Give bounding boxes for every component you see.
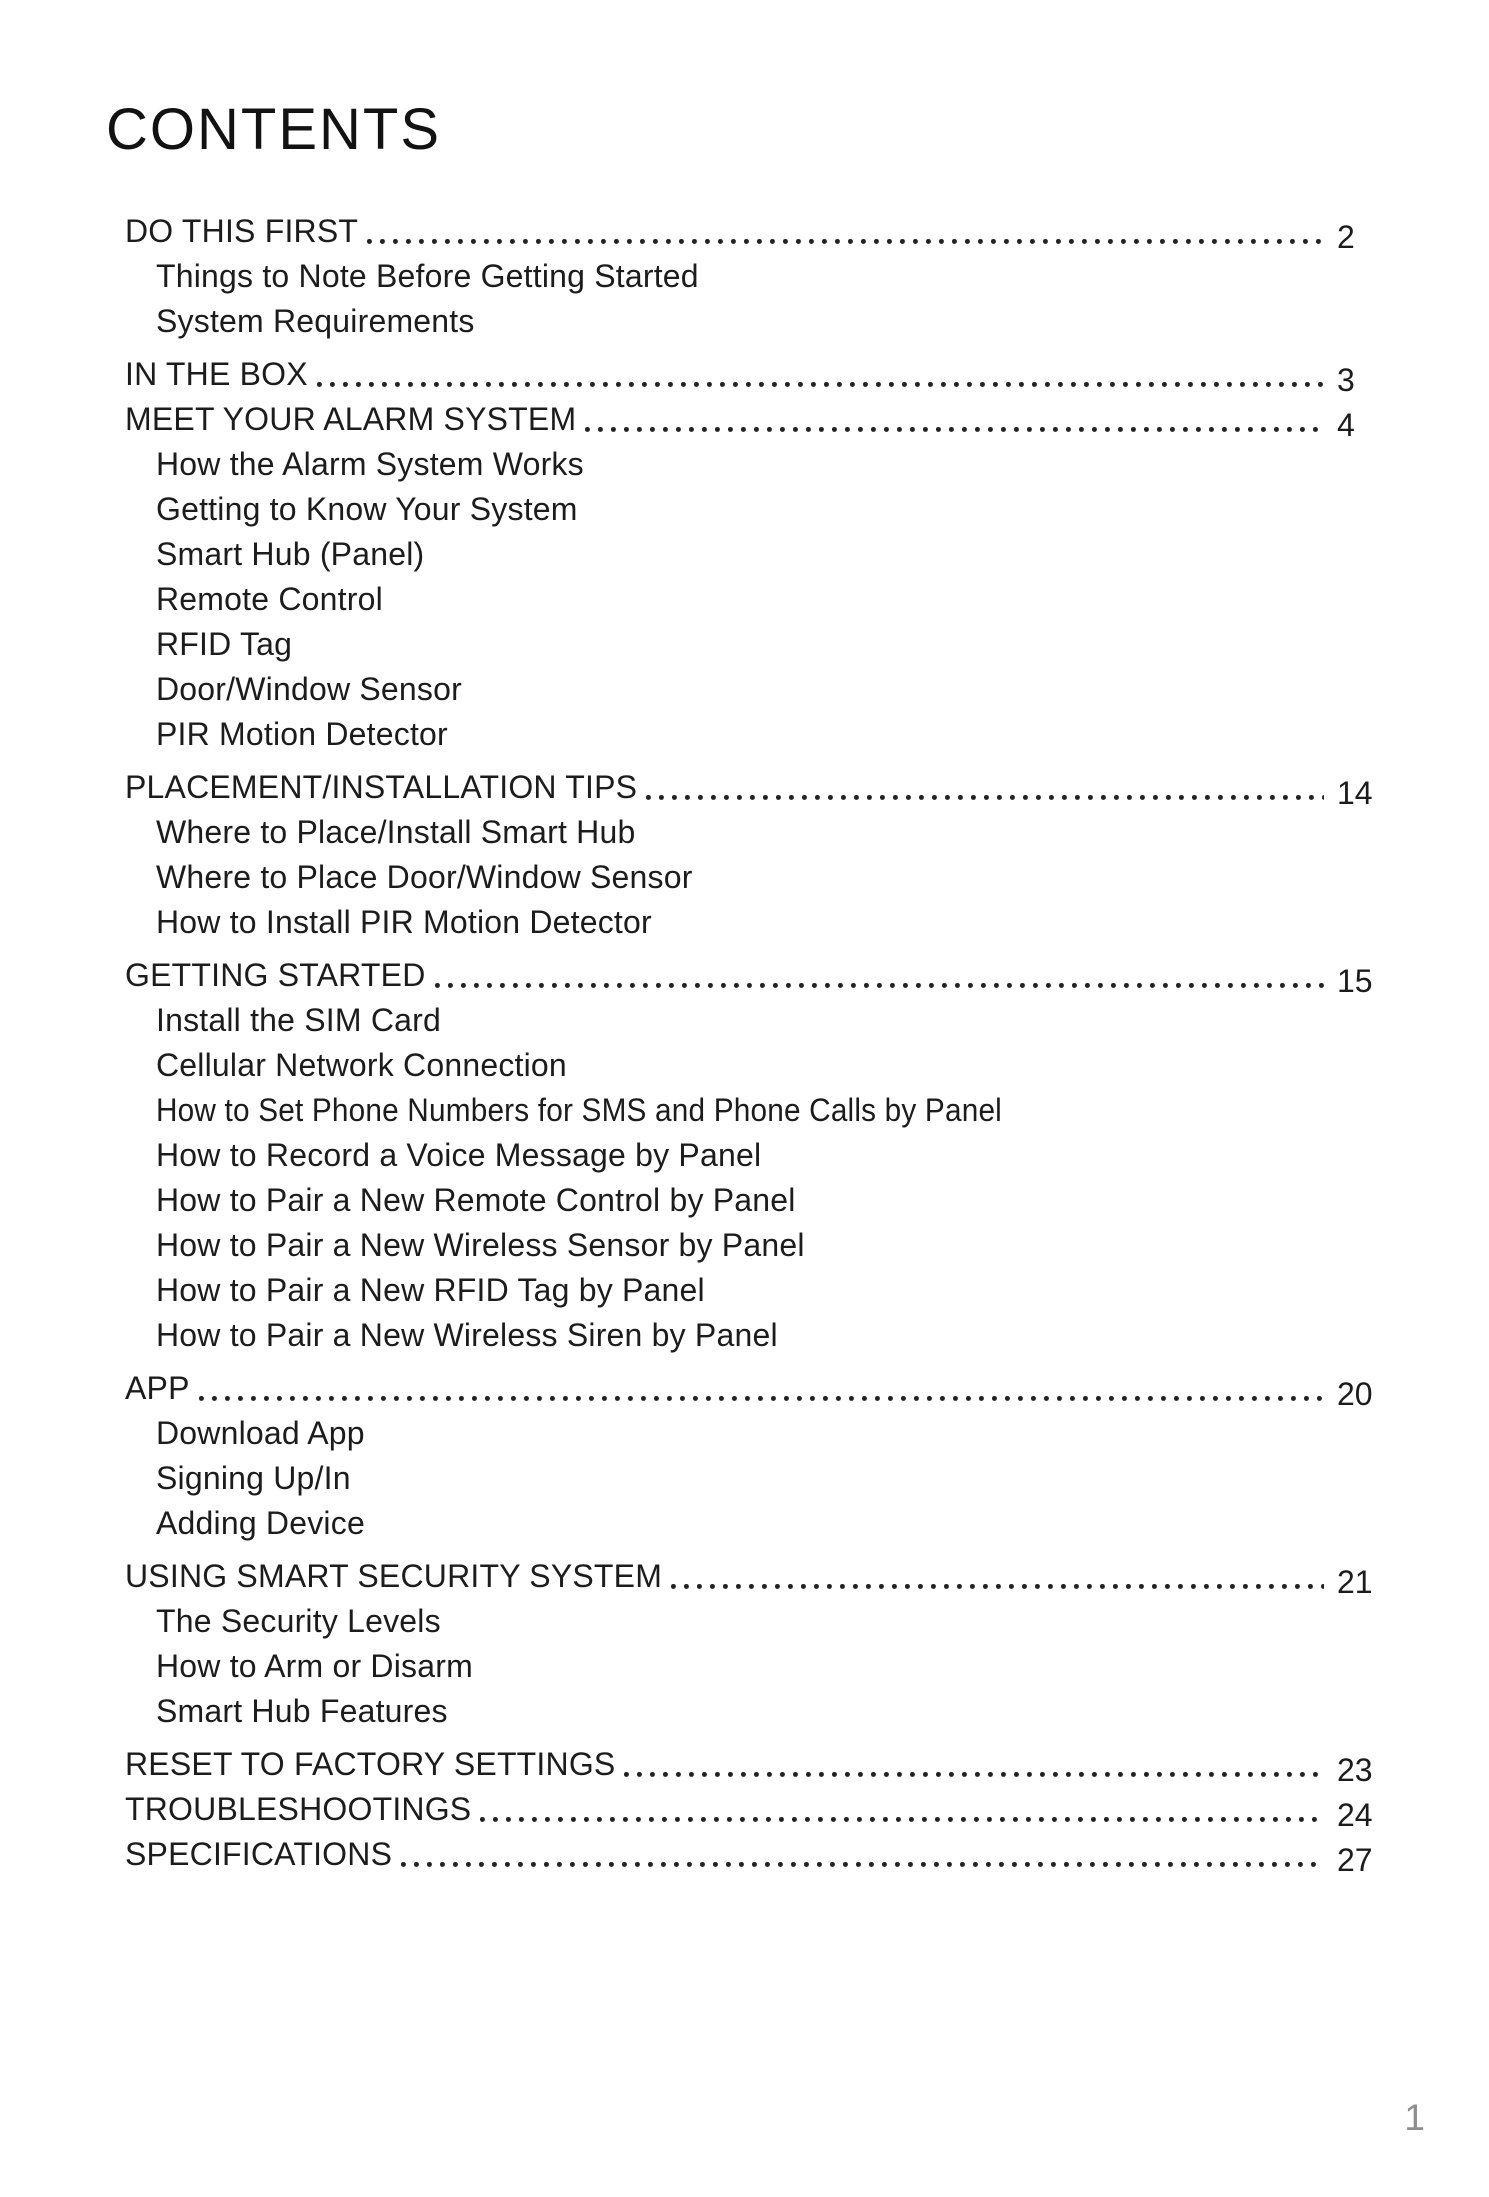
footer-page-number: 1	[1404, 2097, 1425, 2138]
toc-entry-label: How to Pair a New RFID Tag by Panel	[156, 1272, 705, 1308]
toc-entry-label: USING SMART SECURITY SYSTEM	[125, 1558, 663, 1594]
toc-page-number: 15	[1337, 963, 1373, 999]
toc-entry-label: How to Install PIR Motion Detector	[156, 904, 652, 940]
toc-entry-label: SPECIFICATIONS	[125, 1836, 393, 1872]
toc-section-row	[125, 1832, 1383, 1877]
toc-leader-dots	[432, 953, 1333, 998]
toc-leader-dots	[477, 1787, 1332, 1832]
toc-subitem-row	[125, 998, 1383, 1043]
toc-leader-dots	[621, 1742, 1332, 1787]
toc-section-row	[125, 1366, 1383, 1411]
toc-subitem-row	[125, 622, 1383, 667]
toc-page-number: 4	[1337, 407, 1355, 443]
toc-section-row	[125, 765, 1383, 810]
toc-subitem-row	[125, 667, 1383, 712]
toc-entry-label: PLACEMENT/INSTALLATION TIPS	[125, 769, 638, 805]
toc-page-number: 21	[1337, 1564, 1373, 1600]
toc-page-number: 14	[1337, 775, 1373, 811]
toc-entry-label: How to Arm or Disarm	[156, 1648, 473, 1684]
toc-page-number: 24	[1337, 1797, 1373, 1833]
toc-subitem-row	[125, 1268, 1383, 1313]
toc-leader-dots	[398, 1832, 1332, 1877]
toc-entry-label: Where to Place/Install Smart Hub	[156, 814, 636, 850]
toc-entry-label: How to Set Phone Numbers for SMS and Phone Calls by Panel	[156, 1092, 1002, 1128]
toc-subitem-row	[125, 299, 1383, 344]
toc-subitem-row	[125, 855, 1383, 900]
toc-entry-label: Download App	[156, 1415, 365, 1451]
toc-entry-label: How to Pair a New Wireless Siren by Panel	[156, 1317, 778, 1353]
toc-entry-label: RESET TO FACTORY SETTINGS	[125, 1746, 616, 1782]
page-title: CONTENTS	[106, 97, 441, 162]
toc-section-row	[125, 209, 1383, 254]
toc-entry-label: System Requirements	[156, 303, 475, 339]
toc-leader-dots	[196, 1366, 1332, 1411]
toc-entry-label: Cellular Network Connection	[156, 1047, 567, 1083]
toc-entry-label: How to Pair a New Wireless Sensor by Panel	[156, 1227, 805, 1263]
toc-subitem-row	[125, 1411, 1383, 1456]
toc-entry-label: Smart Hub (Panel)	[156, 536, 425, 572]
toc-entry-label: DO THIS FIRST	[125, 213, 359, 249]
toc-page-number: 3	[1337, 362, 1355, 398]
toc-subitem-row	[125, 1644, 1383, 1689]
toc-leader-dots	[314, 352, 1332, 397]
toc-subitem-row	[125, 1043, 1383, 1088]
toc-section-row	[125, 1787, 1383, 1832]
toc-subitem-row	[125, 900, 1383, 945]
toc-leader-dots	[582, 397, 1332, 442]
toc-entry-label: RFID Tag	[156, 626, 293, 662]
toc-entry-label: Door/Window Sensor	[156, 671, 462, 707]
toc-subitem-row	[125, 1088, 1383, 1133]
toc-entry-label: Signing Up/In	[156, 1460, 351, 1496]
toc-subitem-row	[125, 577, 1383, 622]
toc-entry-label: GETTING STARTED	[125, 957, 426, 993]
toc-leader-dots	[364, 209, 1332, 254]
toc-subitem-row	[125, 712, 1383, 757]
toc-entry-label: APP	[125, 1370, 190, 1406]
toc-subitem-row	[125, 532, 1383, 577]
toc-page-number: 20	[1337, 1376, 1373, 1412]
toc-subitem-row	[125, 254, 1383, 299]
toc-entry-label: The Security Levels	[156, 1603, 441, 1639]
toc-entry-label: How to Record a Voice Message by Panel	[156, 1137, 762, 1173]
toc-subitem-row	[125, 1223, 1383, 1268]
toc-section-row	[125, 1554, 1383, 1599]
table-of-contents	[125, 209, 1383, 1877]
toc-entry-label: Where to Place Door/Window Sensor	[156, 859, 693, 895]
toc-entry-label: Install the SIM Card	[156, 1002, 441, 1038]
toc-page-number: 2	[1337, 219, 1355, 255]
toc-section-row	[125, 953, 1383, 998]
toc-subitem-row	[125, 1501, 1383, 1546]
toc-subitem-row	[125, 1689, 1383, 1734]
toc-section-row	[125, 1742, 1383, 1787]
toc-subitem-row	[125, 442, 1383, 487]
toc-subitem-row	[125, 1456, 1383, 1501]
toc-subitem-row	[125, 487, 1383, 532]
toc-subitem-row	[125, 1178, 1383, 1223]
toc-entry-label: How to Pair a New Remote Control by Panel	[156, 1182, 796, 1218]
toc-entry-label: Things to Note Before Getting Started	[156, 258, 699, 294]
toc-entry-label: Getting to Know Your System	[156, 491, 578, 527]
toc-entry-label: IN THE BOX	[125, 356, 308, 392]
toc-subitem-row	[125, 1133, 1383, 1178]
toc-entry-label: TROUBLESHOOTINGS	[125, 1791, 472, 1827]
toc-subitem-row	[125, 810, 1383, 855]
toc-subitem-row	[125, 1599, 1383, 1644]
toc-page-number: 23	[1337, 1752, 1373, 1788]
toc-entry-label: How the Alarm System Works	[156, 446, 584, 482]
toc-leader-dots	[643, 765, 1332, 810]
toc-page-number: 27	[1337, 1842, 1373, 1878]
toc-section-row	[125, 397, 1383, 442]
toc-entry-label: Remote Control	[156, 581, 383, 617]
toc-entry-label: PIR Motion Detector	[156, 716, 448, 752]
toc-entry-label: Adding Device	[156, 1505, 365, 1541]
toc-entry-label: MEET YOUR ALARM SYSTEM	[125, 401, 577, 437]
toc-entry-label: Smart Hub Features	[156, 1693, 448, 1729]
toc-section-row	[125, 352, 1383, 397]
toc-subitem-row	[125, 1313, 1383, 1358]
toc-leader-dots	[668, 1554, 1332, 1599]
